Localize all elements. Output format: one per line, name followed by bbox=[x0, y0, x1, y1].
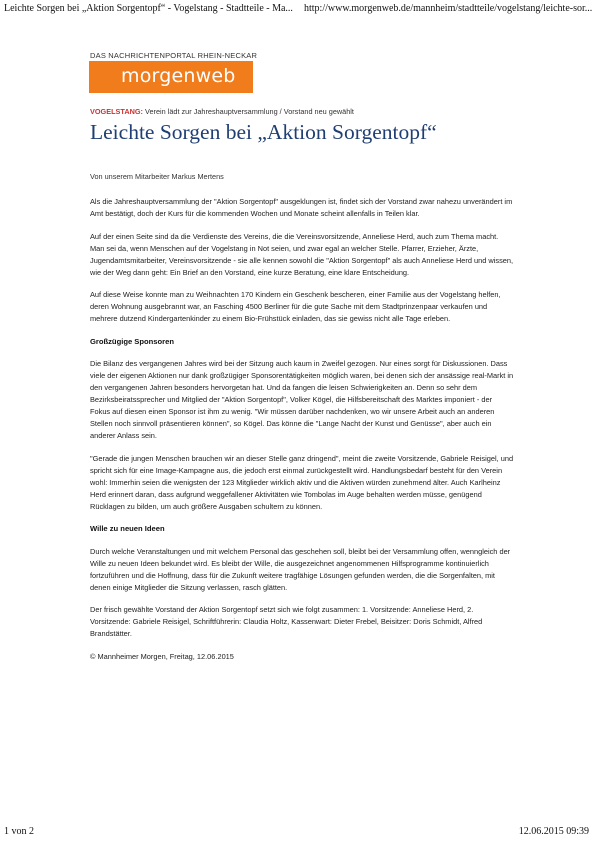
paragraph: Die Bilanz des vergangenen Jahres wird bei der Sitzung auch kaum in Zweifel gezogen. Nur eines sorgt für Diskussionen. Dass viele der eigenen Aktionen nur dank großzügiger Sponsorentätigkeiten möglich waren, bei denen sich der ansässige real-Markt in den vergangenen Jahren besonders hervorgetan hat. Und da fangen die leisen Schwierigkeiten an. Denn so sehr dem Bezirksbeiratssprecher und Mitglied der "Aktion Sorgentopf", Volker Kögel, die Hilfsbereitschaft des Marktes imponiert - der Fokus auf diesen einen Sponsor ist ihm zu wenig. "Wir müssen darüber nachdenken, wo wir unsere Arbeit auch an anderen Stellen noch sinnvoll präsentieren können", so Kögel. Das könne die "Lange Nacht der Kunst und Genüsse", aber auch ein anderer Anlass sein. bbox=[90, 359, 514, 440]
print-datetime: 12.06.2015 09:39 bbox=[518, 826, 589, 837]
paragraph: Auf der einen Seite sind da die Verdienste des Vereins, die die Vereinsvorsitzende, Anneliese Herd, auch zum Thema macht. Man sei da, wenn Menschen auf der Vogelstang in Not seien, und zwar egal an welcher Stelle. Pfarrer, Erzieher, Ärzte, Jugendamtsmitarbeiter, Vereinsvorsitzende - sie alle kennen sowohl die "Aktion Sorgentopf" als auch Anneliese Herd und wissen, wie der Weg dann geht: Ein Brief an den Vorstand, eine kurze Beratung, eine klare Entscheidung. bbox=[90, 231, 514, 277]
paragraph: Auf diese Weise konnte man zu Weihnachten 170 Kindern ein Geschenk bescheren, einer Familie aus der Vogelstang helfen, deren Wohnung ausgebrannt war, an Fasching 4500 Berliner für die gute Sache mit dem Stadtprinzenpaar verkaufen und mehrere dutzend Kindergartenkinder zu einem Bio-Frühstück einladen, das sie gewiss nicht alle Tage erleben. bbox=[90, 290, 501, 323]
logo-wordmark: morgenweb bbox=[121, 65, 236, 87]
article-credit: © Mannheimer Morgen, Freitag, 12.06.2015 bbox=[90, 651, 234, 661]
page-number: 1 von 2 bbox=[4, 826, 34, 837]
paragraph: "Gerade die jungen Menschen brauchen wir an dieser Stelle ganz dringend", meint die zweite Vorsitzende, Gabriele Reisigel, und spricht sich für eine Image-Kampagne aus, die jedoch erst einmal zurückgestellt wird. Handlungsbedarf besteht für den Verein wohl: Immerhin seien die wenigsten der 123 Mitglieder wirklich aktiv und die Aktiven würden zunehmend älter. Auch Karlheinz Herd erinnert daran, dass aufgrund weggefallener Aktivitäten wie Tombolas im Auge behalten werden müsse, genügend Rücklagen zu bilden, um auch größere Ausgaben schultern zu können. bbox=[90, 453, 514, 511]
article-body bbox=[90, 196, 514, 673]
subheading: Großzügige Sponsoren bbox=[90, 336, 174, 346]
article-byline: Von unserem Mitarbeiter Markus Mertens bbox=[90, 172, 224, 181]
paragraph: Durch welche Veranstaltungen und mit welchem Personal das geschehen soll, bleibt bei der Versammlung offen, wenngleich der Wille zu neuen Ideen bekundet wird. Es bleibt der Wille, die ausgezeichnet angenommenen Hilfsprogramme kontinuierlich fortzuführen und die Hoffnung, dass für die Zukunft weitere tragfähige Lösungen gefunden werden, die die Sorgenfalten, mit denen einige Mitglieder die Sitzung verlassen, rasch glätten. bbox=[90, 546, 511, 592]
article-headline: Leichte Sorgen bei „Aktion Sorgentopf“ bbox=[90, 120, 437, 144]
paragraph: Als die Jahreshauptversammlung der "Aktion Sorgentopf" ausgeklungen ist, findet sich der Vorstand zwar nahezu unverändert im Amt bestätigt, doch der Kurs für die kommenden Wochen und Monate scheint allenfalls in Teilen klar. bbox=[90, 197, 513, 218]
print-page-title: Leichte Sorgen bei „Aktion Sorgentopf“ - Vogelstang - Stadtteile - Ma... bbox=[4, 3, 293, 14]
article-kicker bbox=[90, 107, 354, 116]
print-footer bbox=[0, 826, 595, 840]
subheading: Wille zu neuen Ideen bbox=[90, 524, 165, 533]
kicker-location: VOGELSTANG: bbox=[90, 107, 143, 116]
print-page-url: http://www.morgenweb.de/mannheim/stadtteile/vogelstang/leichte-sor... bbox=[304, 3, 593, 14]
morgenweb-logo[interactable] bbox=[89, 61, 253, 93]
paragraph: Der frisch gewählte Vorstand der Aktion Sorgentopf setzt sich wie folgt zusammen: 1. Vorsitzende: Anneliese Herd, 2. Vorsitzende: Gabriele Reisigel, Schriftführerin: Claudia Holtz, Kassenwart: Dieter Frebel, Beisitzer: Doris Schmidt, Alfred Brandstätter. bbox=[90, 605, 483, 638]
print-header bbox=[0, 0, 595, 16]
portal-tagline: DAS NACHRICHTENPORTAL RHEIN-NECKAR bbox=[90, 51, 258, 60]
kicker-text: Verein lädt zur Jahreshauptversammlung / Vorstand neu gewählt bbox=[145, 107, 354, 116]
